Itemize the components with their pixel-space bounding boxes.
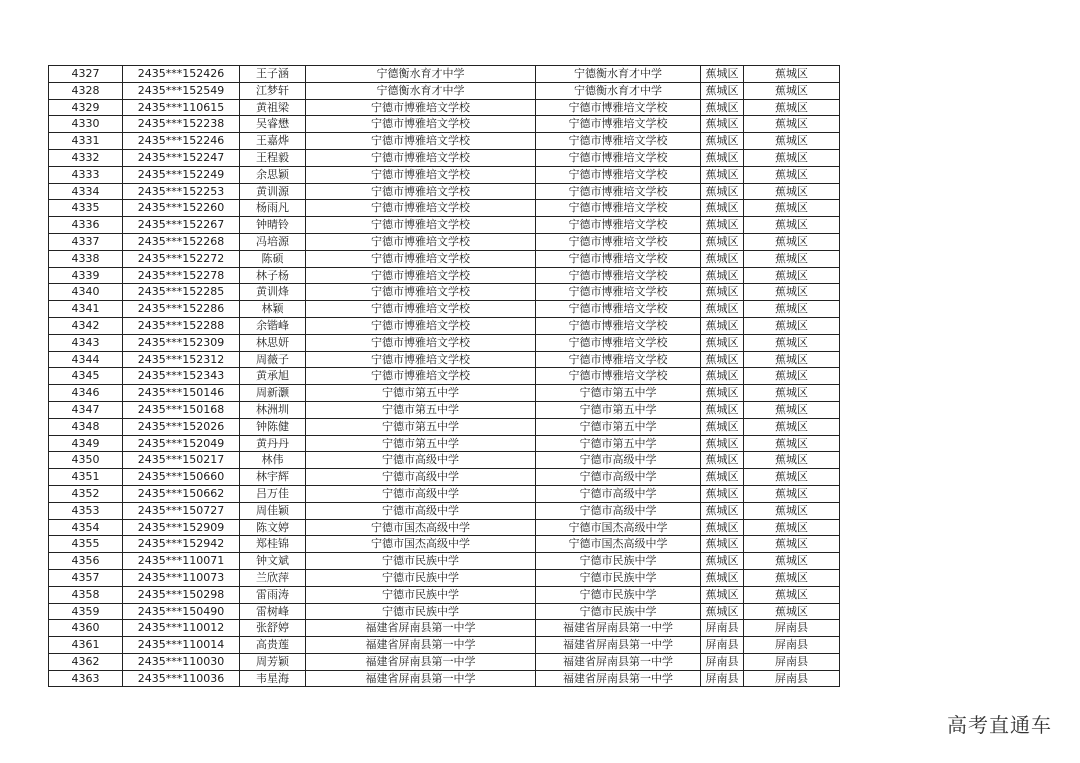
admitted-school-cell: 宁德市高级中学	[536, 452, 701, 469]
candidate-id-cell: 2435***152267	[123, 217, 240, 234]
region-cell: 蕉城区	[744, 301, 840, 318]
candidate-id-cell: 2435***150168	[123, 401, 240, 418]
table-row	[49, 183, 840, 200]
district-cell: 蕉城区	[701, 334, 744, 351]
district-cell: 蕉城区	[701, 267, 744, 284]
candidate-id-cell: 2435***152268	[123, 233, 240, 250]
student-name-cell: 郑桂锦	[240, 536, 306, 553]
district-cell: 蕉城区	[701, 116, 744, 133]
school-cell: 宁德市博雅培文学校	[306, 200, 536, 217]
district-cell: 蕉城区	[701, 317, 744, 334]
region-cell: 屏南县	[744, 620, 840, 637]
school-cell: 宁德市博雅培文学校	[306, 183, 536, 200]
admitted-school-cell: 宁德市博雅培文学校	[536, 116, 701, 133]
admitted-school-cell: 宁德市第五中学	[536, 385, 701, 402]
region-cell: 屏南县	[744, 653, 840, 670]
admitted-school-cell: 宁德市博雅培文学校	[536, 183, 701, 200]
row-number-cell: 4335	[49, 200, 123, 217]
table-row	[49, 553, 840, 570]
district-cell: 蕉城区	[701, 401, 744, 418]
candidate-id-cell: 2435***152272	[123, 250, 240, 267]
district-cell: 蕉城区	[701, 536, 744, 553]
student-name-cell: 冯培源	[240, 233, 306, 250]
student-name-cell: 林伟	[240, 452, 306, 469]
table-row	[49, 670, 840, 687]
admitted-school-cell: 宁德市博雅培文学校	[536, 334, 701, 351]
admitted-school-cell: 宁德市民族中学	[536, 586, 701, 603]
district-cell: 蕉城区	[701, 351, 744, 368]
admitted-school-cell: 宁德市博雅培文学校	[536, 250, 701, 267]
district-cell: 屏南县	[701, 637, 744, 654]
admitted-school-cell: 宁德市国杰高级中学	[536, 536, 701, 553]
school-cell: 宁德市博雅培文学校	[306, 149, 536, 166]
school-cell: 福建省屏南县第一中学	[306, 670, 536, 687]
student-name-cell: 周薇子	[240, 351, 306, 368]
school-cell: 福建省屏南县第一中学	[306, 653, 536, 670]
region-cell: 蕉城区	[744, 82, 840, 99]
candidate-id-cell: 2435***152260	[123, 200, 240, 217]
district-cell: 蕉城区	[701, 569, 744, 586]
school-cell: 宁德衡水育才中学	[306, 66, 536, 83]
school-cell: 宁德市第五中学	[306, 418, 536, 435]
region-cell: 蕉城区	[744, 435, 840, 452]
table-row	[49, 233, 840, 250]
table-row	[49, 637, 840, 654]
admitted-school-cell: 宁德市民族中学	[536, 569, 701, 586]
row-number-cell: 4337	[49, 233, 123, 250]
region-cell: 蕉城区	[744, 200, 840, 217]
school-cell: 宁德市第五中学	[306, 385, 536, 402]
student-name-cell: 王嘉烨	[240, 133, 306, 150]
region-cell: 屏南县	[744, 637, 840, 654]
school-cell: 宁德市博雅培文学校	[306, 368, 536, 385]
table-row	[49, 116, 840, 133]
school-cell: 宁德市民族中学	[306, 569, 536, 586]
candidate-id-cell: 2435***150146	[123, 385, 240, 402]
row-number-cell: 4348	[49, 418, 123, 435]
region-cell: 蕉城区	[744, 317, 840, 334]
row-number-cell: 4363	[49, 670, 123, 687]
candidate-id-cell: 2435***152909	[123, 519, 240, 536]
district-cell: 蕉城区	[701, 502, 744, 519]
row-number-cell: 4327	[49, 66, 123, 83]
region-cell: 蕉城区	[744, 133, 840, 150]
row-number-cell: 4351	[49, 469, 123, 486]
district-cell: 蕉城区	[701, 385, 744, 402]
row-number-cell: 4343	[49, 334, 123, 351]
district-cell: 蕉城区	[701, 250, 744, 267]
candidate-id-cell: 2435***110014	[123, 637, 240, 654]
student-name-cell: 江梦轩	[240, 82, 306, 99]
district-cell: 蕉城区	[701, 469, 744, 486]
school-cell: 宁德市民族中学	[306, 603, 536, 620]
admitted-school-cell: 福建省屏南县第一中学	[536, 670, 701, 687]
school-cell: 宁德市博雅培文学校	[306, 133, 536, 150]
admitted-school-cell: 宁德市高级中学	[536, 502, 701, 519]
student-name-cell: 林子杨	[240, 267, 306, 284]
student-name-cell: 高贵莲	[240, 637, 306, 654]
student-name-cell: 黄祖梁	[240, 99, 306, 116]
student-name-cell: 雷雨涛	[240, 586, 306, 603]
student-name-cell: 林颖	[240, 301, 306, 318]
table-row	[49, 485, 840, 502]
student-name-cell: 钟文斌	[240, 553, 306, 570]
district-cell: 蕉城区	[701, 368, 744, 385]
table-row	[49, 166, 840, 183]
admitted-school-cell: 宁德市博雅培文学校	[536, 317, 701, 334]
table-row	[49, 217, 840, 234]
student-name-cell: 周新灏	[240, 385, 306, 402]
candidate-id-cell: 2435***110030	[123, 653, 240, 670]
table-row	[49, 502, 840, 519]
region-cell: 蕉城区	[744, 519, 840, 536]
row-number-cell: 4357	[49, 569, 123, 586]
row-number-cell: 4333	[49, 166, 123, 183]
admitted-school-cell: 宁德市博雅培文学校	[536, 166, 701, 183]
district-cell: 蕉城区	[701, 66, 744, 83]
admitted-school-cell: 福建省屏南县第一中学	[536, 620, 701, 637]
student-name-cell: 余思颖	[240, 166, 306, 183]
table-row	[49, 149, 840, 166]
school-cell: 福建省屏南县第一中学	[306, 620, 536, 637]
table-row	[49, 401, 840, 418]
table-row	[49, 603, 840, 620]
student-name-cell: 黄丹丹	[240, 435, 306, 452]
school-cell: 宁德市博雅培文学校	[306, 217, 536, 234]
region-cell: 蕉城区	[744, 334, 840, 351]
table-row	[49, 133, 840, 150]
district-cell: 蕉城区	[701, 553, 744, 570]
admitted-school-cell: 宁德市第五中学	[536, 401, 701, 418]
school-cell: 宁德市博雅培文学校	[306, 233, 536, 250]
row-number-cell: 4346	[49, 385, 123, 402]
candidate-id-cell: 2435***152278	[123, 267, 240, 284]
row-number-cell: 4341	[49, 301, 123, 318]
school-cell: 宁德市博雅培文学校	[306, 166, 536, 183]
admitted-school-cell: 宁德市博雅培文学校	[536, 368, 701, 385]
admitted-school-cell: 宁德市高级中学	[536, 469, 701, 486]
school-cell: 宁德市高级中学	[306, 452, 536, 469]
region-cell: 蕉城区	[744, 116, 840, 133]
admitted-school-cell: 宁德市博雅培文学校	[536, 99, 701, 116]
row-number-cell: 4338	[49, 250, 123, 267]
school-cell: 宁德市博雅培文学校	[306, 334, 536, 351]
table-row	[49, 66, 840, 83]
candidate-id-cell: 2435***150727	[123, 502, 240, 519]
row-number-cell: 4355	[49, 536, 123, 553]
admitted-school-cell: 宁德市博雅培文学校	[536, 267, 701, 284]
school-cell: 宁德市博雅培文学校	[306, 116, 536, 133]
admitted-school-cell: 宁德衡水育才中学	[536, 82, 701, 99]
candidate-id-cell: 2435***110036	[123, 670, 240, 687]
admitted-school-cell: 福建省屏南县第一中学	[536, 637, 701, 654]
student-name-cell: 兰欣萍	[240, 569, 306, 586]
row-number-cell: 4358	[49, 586, 123, 603]
district-cell: 蕉城区	[701, 183, 744, 200]
admitted-school-cell: 宁德市第五中学	[536, 435, 701, 452]
region-cell: 蕉城区	[744, 569, 840, 586]
table-row	[49, 653, 840, 670]
row-number-cell: 4339	[49, 267, 123, 284]
row-number-cell: 4360	[49, 620, 123, 637]
region-cell: 蕉城区	[744, 267, 840, 284]
student-name-cell: 张舒婷	[240, 620, 306, 637]
candidate-id-cell: 2435***150490	[123, 603, 240, 620]
admitted-school-cell: 宁德市博雅培文学校	[536, 301, 701, 318]
table-row	[49, 301, 840, 318]
district-cell: 蕉城区	[701, 301, 744, 318]
candidate-id-cell: 2435***152288	[123, 317, 240, 334]
student-name-cell: 吕万佳	[240, 485, 306, 502]
row-number-cell: 4340	[49, 284, 123, 301]
school-cell: 宁德市第五中学	[306, 435, 536, 452]
watermark-text: 高考直通车	[947, 713, 1052, 737]
student-name-cell: 林思妍	[240, 334, 306, 351]
admitted-school-cell: 福建省屏南县第一中学	[536, 653, 701, 670]
region-cell: 蕉城区	[744, 233, 840, 250]
student-name-cell: 陈文婷	[240, 519, 306, 536]
district-cell: 蕉城区	[701, 200, 744, 217]
candidate-id-cell: 2435***150662	[123, 485, 240, 502]
region-cell: 蕉城区	[744, 99, 840, 116]
row-number-cell: 4334	[49, 183, 123, 200]
table-row	[49, 435, 840, 452]
candidate-id-cell: 2435***152247	[123, 149, 240, 166]
row-number-cell: 4347	[49, 401, 123, 418]
row-number-cell: 4353	[49, 502, 123, 519]
school-cell: 宁德市博雅培文学校	[306, 99, 536, 116]
region-cell: 蕉城区	[744, 536, 840, 553]
student-roster-table	[48, 65, 840, 687]
student-name-cell: 周芳颖	[240, 653, 306, 670]
admitted-school-cell: 宁德市民族中学	[536, 553, 701, 570]
row-number-cell: 4344	[49, 351, 123, 368]
candidate-id-cell: 2435***152026	[123, 418, 240, 435]
candidate-id-cell: 2435***152426	[123, 66, 240, 83]
region-cell: 蕉城区	[744, 586, 840, 603]
student-name-cell: 黄训烽	[240, 284, 306, 301]
region-cell: 蕉城区	[744, 217, 840, 234]
table-row	[49, 317, 840, 334]
school-cell: 宁德市第五中学	[306, 401, 536, 418]
school-cell: 宁德市高级中学	[306, 502, 536, 519]
district-cell: 蕉城区	[701, 435, 744, 452]
candidate-id-cell: 2435***152253	[123, 183, 240, 200]
table-row	[49, 620, 840, 637]
table-row	[49, 200, 840, 217]
candidate-id-cell: 2435***152238	[123, 116, 240, 133]
row-number-cell: 4350	[49, 452, 123, 469]
roster-body	[49, 66, 840, 687]
region-cell: 蕉城区	[744, 385, 840, 402]
row-number-cell: 4336	[49, 217, 123, 234]
student-name-cell: 林洲圳	[240, 401, 306, 418]
school-cell: 宁德衡水育才中学	[306, 82, 536, 99]
school-cell: 宁德市国杰高级中学	[306, 519, 536, 536]
candidate-id-cell: 2435***152312	[123, 351, 240, 368]
candidate-id-cell: 2435***150660	[123, 469, 240, 486]
student-name-cell: 吴睿懋	[240, 116, 306, 133]
row-number-cell: 4342	[49, 317, 123, 334]
student-name-cell: 韦星海	[240, 670, 306, 687]
table-row	[49, 351, 840, 368]
region-cell: 蕉城区	[744, 469, 840, 486]
row-number-cell: 4359	[49, 603, 123, 620]
admitted-school-cell: 宁德衡水育才中学	[536, 66, 701, 83]
region-cell: 蕉城区	[744, 502, 840, 519]
region-cell: 蕉城区	[744, 183, 840, 200]
student-name-cell: 陈硕	[240, 250, 306, 267]
candidate-id-cell: 2435***110615	[123, 99, 240, 116]
district-cell: 蕉城区	[701, 217, 744, 234]
candidate-id-cell: 2435***152343	[123, 368, 240, 385]
table-row	[49, 284, 840, 301]
student-name-cell: 黄承旭	[240, 368, 306, 385]
region-cell: 蕉城区	[744, 603, 840, 620]
candidate-id-cell: 2435***152249	[123, 166, 240, 183]
district-cell: 蕉城区	[701, 82, 744, 99]
region-cell: 蕉城区	[744, 452, 840, 469]
region-cell: 蕉城区	[744, 553, 840, 570]
region-cell: 蕉城区	[744, 485, 840, 502]
admitted-school-cell: 宁德市博雅培文学校	[536, 149, 701, 166]
district-cell: 屏南县	[701, 653, 744, 670]
table-row	[49, 586, 840, 603]
candidate-id-cell: 2435***110071	[123, 553, 240, 570]
district-cell: 蕉城区	[701, 284, 744, 301]
region-cell: 蕉城区	[744, 368, 840, 385]
candidate-id-cell: 2435***152942	[123, 536, 240, 553]
district-cell: 蕉城区	[701, 485, 744, 502]
row-number-cell: 4332	[49, 149, 123, 166]
candidate-id-cell: 2435***152246	[123, 133, 240, 150]
district-cell: 蕉城区	[701, 418, 744, 435]
school-cell: 福建省屏南县第一中学	[306, 637, 536, 654]
student-name-cell: 杨雨凡	[240, 200, 306, 217]
district-cell: 蕉城区	[701, 166, 744, 183]
admitted-school-cell: 宁德市博雅培文学校	[536, 217, 701, 234]
school-cell: 宁德市高级中学	[306, 485, 536, 502]
district-cell: 蕉城区	[701, 233, 744, 250]
candidate-id-cell: 2435***110073	[123, 569, 240, 586]
district-cell: 蕉城区	[701, 603, 744, 620]
region-cell: 蕉城区	[744, 149, 840, 166]
district-cell: 屏南县	[701, 620, 744, 637]
admitted-school-cell: 宁德市博雅培文学校	[536, 133, 701, 150]
admitted-school-cell: 宁德市第五中学	[536, 418, 701, 435]
student-name-cell: 雷树峰	[240, 603, 306, 620]
student-name-cell: 王程毅	[240, 149, 306, 166]
school-cell: 宁德市国杰高级中学	[306, 536, 536, 553]
district-cell: 蕉城区	[701, 452, 744, 469]
district-cell: 屏南县	[701, 670, 744, 687]
row-number-cell: 4328	[49, 82, 123, 99]
row-number-cell: 4356	[49, 553, 123, 570]
table-row	[49, 368, 840, 385]
district-cell: 蕉城区	[701, 519, 744, 536]
region-cell: 蕉城区	[744, 418, 840, 435]
school-cell: 宁德市高级中学	[306, 469, 536, 486]
school-cell: 宁德市博雅培文学校	[306, 301, 536, 318]
school-cell: 宁德市民族中学	[306, 553, 536, 570]
admitted-school-cell: 宁德市博雅培文学校	[536, 284, 701, 301]
district-cell: 蕉城区	[701, 586, 744, 603]
table-row	[49, 519, 840, 536]
school-cell: 宁德市博雅培文学校	[306, 284, 536, 301]
candidate-id-cell: 2435***150298	[123, 586, 240, 603]
region-cell: 蕉城区	[744, 284, 840, 301]
student-name-cell: 黄训源	[240, 183, 306, 200]
row-number-cell: 4331	[49, 133, 123, 150]
table-row	[49, 385, 840, 402]
student-name-cell: 钟陈健	[240, 418, 306, 435]
table-row	[49, 569, 840, 586]
district-cell: 蕉城区	[701, 133, 744, 150]
candidate-id-cell: 2435***152286	[123, 301, 240, 318]
region-cell: 屏南县	[744, 670, 840, 687]
candidate-id-cell: 2435***110012	[123, 620, 240, 637]
table-row	[49, 469, 840, 486]
table-row	[49, 536, 840, 553]
admitted-school-cell: 宁德市民族中学	[536, 603, 701, 620]
table-row	[49, 418, 840, 435]
district-cell: 蕉城区	[701, 99, 744, 116]
student-name-cell: 王子涵	[240, 66, 306, 83]
row-number-cell: 4354	[49, 519, 123, 536]
candidate-id-cell: 2435***152309	[123, 334, 240, 351]
district-cell: 蕉城区	[701, 149, 744, 166]
school-cell: 宁德市民族中学	[306, 586, 536, 603]
candidate-id-cell: 2435***152049	[123, 435, 240, 452]
candidate-id-cell: 2435***152549	[123, 82, 240, 99]
table-row	[49, 334, 840, 351]
region-cell: 蕉城区	[744, 351, 840, 368]
school-cell: 宁德市博雅培文学校	[306, 250, 536, 267]
region-cell: 蕉城区	[744, 250, 840, 267]
row-number-cell: 4361	[49, 637, 123, 654]
admitted-school-cell: 宁德市博雅培文学校	[536, 233, 701, 250]
row-number-cell: 4349	[49, 435, 123, 452]
table-row	[49, 452, 840, 469]
admitted-school-cell: 宁德市博雅培文学校	[536, 351, 701, 368]
admitted-school-cell: 宁德市国杰高级中学	[536, 519, 701, 536]
student-name-cell: 钟晴铃	[240, 217, 306, 234]
region-cell: 蕉城区	[744, 66, 840, 83]
table-row	[49, 250, 840, 267]
school-cell: 宁德市博雅培文学校	[306, 267, 536, 284]
table-row	[49, 82, 840, 99]
row-number-cell: 4345	[49, 368, 123, 385]
admitted-school-cell: 宁德市博雅培文学校	[536, 200, 701, 217]
row-number-cell: 4330	[49, 116, 123, 133]
table-row	[49, 267, 840, 284]
table-row	[49, 99, 840, 116]
school-cell: 宁德市博雅培文学校	[306, 351, 536, 368]
candidate-id-cell: 2435***150217	[123, 452, 240, 469]
student-name-cell: 余锴峰	[240, 317, 306, 334]
region-cell: 蕉城区	[744, 166, 840, 183]
row-number-cell: 4329	[49, 99, 123, 116]
student-name-cell: 周佳颖	[240, 502, 306, 519]
row-number-cell: 4352	[49, 485, 123, 502]
row-number-cell: 4362	[49, 653, 123, 670]
admitted-school-cell: 宁德市高级中学	[536, 485, 701, 502]
school-cell: 宁德市博雅培文学校	[306, 317, 536, 334]
candidate-id-cell: 2435***152285	[123, 284, 240, 301]
region-cell: 蕉城区	[744, 401, 840, 418]
student-name-cell: 林宇辉	[240, 469, 306, 486]
